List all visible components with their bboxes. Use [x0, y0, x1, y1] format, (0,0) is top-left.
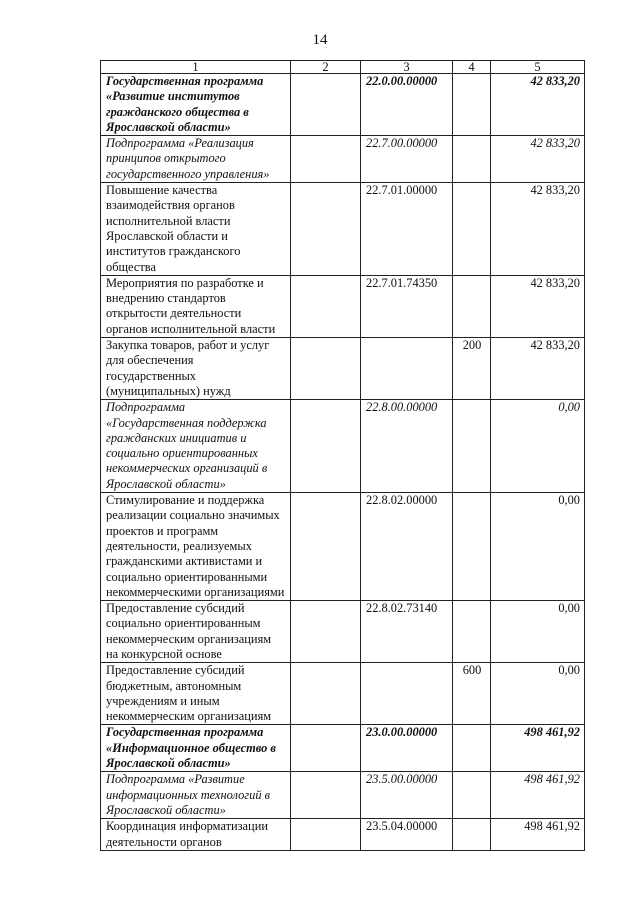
table-row — [101, 601, 585, 663]
table-row — [101, 338, 585, 400]
row-type-cell — [453, 136, 491, 183]
row-name-cell: Государственная программа «Информационное общество в Ярославской области» — [101, 725, 291, 772]
row-code-cell: 22.8.02.00000 — [361, 493, 453, 601]
row-col2-cell — [291, 819, 361, 851]
row-amount-cell: 42 833,20 — [491, 338, 585, 400]
row-name-cell: Предоставление субсидий социально ориентированным некоммерческим организациям на конкурсной основе — [101, 601, 291, 663]
row-name-cell: Стимулирование и поддержка реализации социально значимых проектов и программ деятельности, реализуемых гражданскими активистами и социально ориентированными некоммерческими организациями — [101, 493, 291, 601]
row-name-cell: Подпрограмма «Реализация принципов открытого государственного управления» — [101, 136, 291, 183]
row-code-cell — [361, 338, 453, 400]
row-code-cell — [361, 663, 453, 725]
row-col2-cell — [291, 400, 361, 493]
row-type-cell — [453, 772, 491, 819]
row-type-cell: 200 — [453, 338, 491, 400]
row-col2-cell — [291, 772, 361, 819]
row-name-cell: Мероприятия по разработке и внедрению стандартов открытости деятельности органов исполнительной власти — [101, 275, 291, 337]
row-type-cell — [453, 601, 491, 663]
row-code-cell: 22.7.01.74350 — [361, 275, 453, 337]
table-row — [101, 819, 585, 851]
table-row — [101, 136, 585, 183]
table-row — [101, 663, 585, 725]
row-name-cell: Координация информатизации деятельности органов — [101, 819, 291, 851]
page-number: 14 — [312, 32, 328, 48]
table-row — [101, 275, 585, 337]
column-header-4: 4 — [453, 61, 491, 74]
row-type-cell: 600 — [453, 663, 491, 725]
row-amount-cell: 0,00 — [491, 601, 585, 663]
table-row — [101, 183, 585, 276]
row-amount-cell: 0,00 — [491, 663, 585, 725]
column-header-2: 2 — [291, 61, 361, 74]
row-col2-cell — [291, 183, 361, 276]
table-row — [101, 400, 585, 493]
row-amount-cell: 0,00 — [491, 493, 585, 601]
row-amount-cell: 42 833,20 — [491, 136, 585, 183]
row-amount-cell: 42 833,20 — [491, 275, 585, 337]
row-name-cell: Подпрограмма «Государственная поддержка гражданских инициатив и социально ориентированных некоммерческих организаций в Ярославской области» — [101, 400, 291, 493]
row-code-cell: 22.0.00.00000 — [361, 74, 453, 136]
row-code-cell: 22.8.02.73140 — [361, 601, 453, 663]
row-type-cell — [453, 400, 491, 493]
row-code-cell: 22.8.00.00000 — [361, 400, 453, 493]
row-name-cell: Подпрограмма «Развитие информационных технологий в Ярославской области» — [101, 772, 291, 819]
row-amount-cell: 498 461,92 — [491, 772, 585, 819]
table-row — [101, 772, 585, 819]
table-row — [101, 725, 585, 772]
row-type-cell — [453, 493, 491, 601]
row-type-cell — [453, 183, 491, 276]
row-code-cell: 23.5.00.00000 — [361, 772, 453, 819]
row-amount-cell: 0,00 — [491, 400, 585, 493]
row-code-cell: 22.7.00.00000 — [361, 136, 453, 183]
table-body — [101, 74, 585, 851]
row-name-cell: Государственная программа «Развитие институтов гражданского общества в Ярославской области» — [101, 74, 291, 136]
row-col2-cell — [291, 275, 361, 337]
row-col2-cell — [291, 725, 361, 772]
table-row — [101, 493, 585, 601]
column-header-5: 5 — [491, 61, 585, 74]
column-header-1: 1 — [101, 61, 291, 74]
row-code-cell: 23.0.00.00000 — [361, 725, 453, 772]
row-type-cell — [453, 275, 491, 337]
row-code-cell: 22.7.01.00000 — [361, 183, 453, 276]
row-name-cell: Закупка товаров, работ и услуг для обеспечения государственных (муниципальных) нужд — [101, 338, 291, 400]
row-col2-cell — [291, 663, 361, 725]
row-code-cell: 23.5.04.00000 — [361, 819, 453, 851]
row-amount-cell: 498 461,92 — [491, 819, 585, 851]
row-type-cell — [453, 74, 491, 136]
row-amount-cell: 42 833,20 — [491, 183, 585, 276]
row-col2-cell — [291, 74, 361, 136]
table-header-row — [101, 61, 585, 74]
row-type-cell — [453, 725, 491, 772]
row-col2-cell — [291, 136, 361, 183]
table-row — [101, 74, 585, 136]
budget-table — [100, 60, 585, 851]
row-name-cell: Повышение качества взаимодействия органов исполнительной власти Ярославской области и институтов гражданского общества — [101, 183, 291, 276]
row-col2-cell — [291, 338, 361, 400]
row-col2-cell — [291, 493, 361, 601]
row-type-cell — [453, 819, 491, 851]
row-col2-cell — [291, 601, 361, 663]
row-amount-cell: 42 833,20 — [491, 74, 585, 136]
row-amount-cell: 498 461,92 — [491, 725, 585, 772]
column-header-3: 3 — [361, 61, 453, 74]
row-name-cell: Предоставление субсидий бюджетным, автономным учреждениям и иным некоммерческим организациям — [101, 663, 291, 725]
